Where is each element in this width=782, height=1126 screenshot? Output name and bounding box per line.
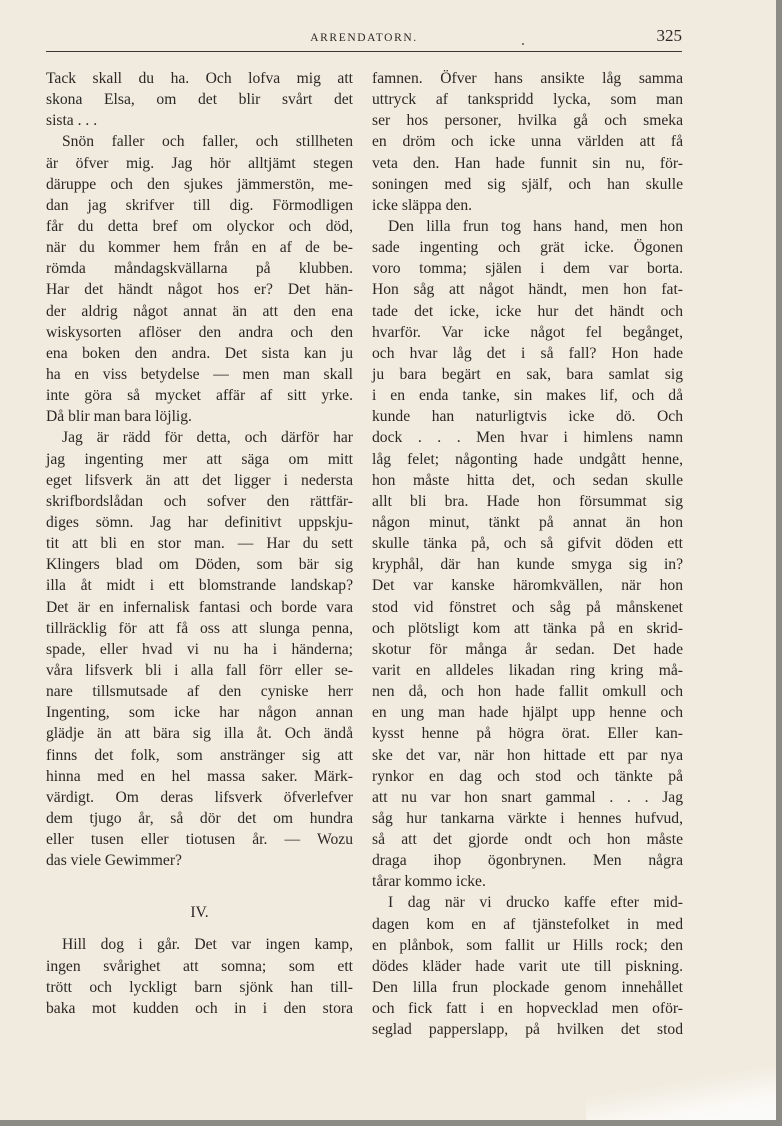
left-column [46, 68, 353, 1019]
right-column [372, 68, 683, 1040]
text-line: får du detta bref om olyckor och död, [46, 217, 353, 235]
header-rule [46, 51, 682, 52]
print-speck [522, 43, 524, 45]
text-line: när du kommer hem från en af de be- [46, 239, 353, 257]
text-line: nen då, och hon hade fallit omkull och [372, 683, 683, 701]
page-corner-fold [586, 1060, 776, 1120]
text-line: eget lifsverk än att det ligger i nedersta [46, 471, 353, 489]
text-line: Då blir man bara löjlig. [46, 408, 192, 426]
text-line: värdigt. Om deras lifsverk öfverlefver [46, 788, 353, 806]
text-line: dagen kom en af tjänstefolket in med [372, 915, 683, 933]
text-line: att nu var hon snart gammal . . . Jag [372, 788, 683, 806]
text-line: I dag när vi drucko kaffe efter mid- [388, 894, 683, 912]
text-line: dödes kläder hade varit ute till piskning. [372, 957, 683, 975]
text-line: der aldrig något annat än att den ena [46, 302, 353, 320]
text-line: dan jag skrifver till dig. Förmodligen [46, 196, 353, 214]
text-line: soningen med sig själf, och han skulle [372, 175, 683, 193]
text-line: das viele Gewimmer? [46, 852, 182, 870]
text-line: glädje än att bära sig illa åt. Och ändå [46, 725, 353, 743]
text-line: dock . . . Men hvar i himlens namn [372, 429, 683, 447]
text-line: rynkor en dag och stod och tänkte på [372, 767, 683, 785]
text-line: sade ingenting och grät icke. Ögonen [372, 239, 683, 257]
text-line: däruppe och den sjukes jämmerstön, me- [46, 175, 353, 193]
text-line: kryphål, där han kunde smyga sig in? [372, 556, 683, 574]
text-line: Tack skall du ha. Och lofva mig att [46, 70, 353, 87]
text-line: skona Elsa, om det blir svårt det [46, 91, 353, 109]
text-line: stod vid fönstret och såg på månskenet [372, 598, 683, 616]
blank-line [46, 871, 353, 892]
text-line: så att det gjorde ondt och hon måste [372, 831, 683, 849]
text-line: sista . . . [46, 112, 98, 130]
text-line: nare tillsmutsade af den cyniske herr [46, 683, 353, 701]
text-line: varit en alldeles likadan ring kring må- [372, 661, 683, 679]
text-line: eller tusen eller tiotusen år. — Wozu [46, 831, 353, 849]
text-line: Snön faller och faller, och stillheten [62, 133, 353, 151]
text-line: och plötsligt kom att tänka på en skrid- [372, 619, 683, 637]
text-line: ena boken den andra. Det sista kan ju [46, 344, 353, 362]
text-line: seglad papperslapp, på hvilken det stod [372, 1021, 683, 1039]
text-line: tårar kommo icke. [372, 873, 486, 891]
text-line: Har det händt något hos er? Det hän- [46, 281, 353, 299]
text-line: och fick fatt i en hopvecklad men oför- [372, 1000, 683, 1018]
text-line: hinna med en hel massa saker. Märk- [46, 767, 353, 785]
text-line: hon måste hitta det, och sedan skulle [372, 471, 683, 489]
text-line: en plånbok, som fallit ur Hills rock; den [372, 936, 683, 954]
text-line: Det är en infernalisk fantasi och borde vara [46, 598, 353, 616]
text-line: någon minut, tänkt på annat än hon [372, 513, 683, 531]
text-line: såg hur tankarna värkte i hennes hufvud, [372, 809, 683, 827]
text-line: kunde han naturligtvis icke dö. Och [372, 408, 683, 426]
text-line: och hvar låg det i så fall? Hon hade [372, 344, 683, 362]
text-line: låg felet; någonting hade undgått henne, [372, 450, 683, 468]
text-line: Hon såg att något händt, men hon fat- [372, 281, 683, 299]
text-line: kysst henne på högra örat. Eller kan- [372, 725, 683, 743]
text-line: voro tomma; själen i dem var borta. [372, 260, 683, 278]
text-line: en dröm och icke unna världen att få [372, 133, 683, 151]
text-line: skotur för många år sedan. Det hade [372, 640, 683, 658]
text-line: tillräcklig för att få oss att slunga penna, [46, 619, 353, 637]
text-line: en ung man hade hjälpt upp henne och [372, 704, 683, 722]
text-line: diges sömn. Jag har definitivt uppskju- [46, 513, 353, 531]
text-line: Den lilla frun plockade genom innehållet [372, 979, 683, 997]
text-line: spade, eller hvad vi nu ha i händerna; [46, 640, 353, 658]
text-line: ju bara begärt en sak, bara samlat sig [372, 365, 683, 383]
text-line: baka mot kudden och in i den stora [46, 999, 353, 1017]
text-line: ser hos personer, hvilka gå och smeka [372, 112, 683, 130]
text-line: Det var kanske häromkvällen, när hon [372, 577, 683, 595]
text-line: inte göra så mycket affär af sitt yrke. [46, 387, 353, 405]
text-line: ske det var, när hon hittade ett par nya [372, 746, 683, 764]
text-line: uttryck af tankspridd lycka, som man [372, 91, 683, 109]
text-line: tade det icke, icke hur det händt och [372, 302, 683, 320]
text-line: draga ihop ögonbrynen. Men några [372, 852, 683, 870]
text-line: ingen svårighet att somna; som ett [46, 957, 353, 975]
text-line: wiskysorten aflöser den andra och den [46, 323, 353, 341]
running-title: ARRENDATORN. [310, 32, 418, 44]
text-line: i en enda tanke, sin makes lif, och då [372, 387, 683, 405]
text-line: Den lilla frun tog hans hand, men hon [388, 217, 683, 235]
section-heading: IV. [190, 904, 209, 922]
text-line: finns det folk, som anstränger sig att [46, 746, 353, 764]
text-line: römda måndagskvällarna på klubben. [46, 260, 353, 278]
text-line: skulle tänka på, och så gifvit döden ett [372, 535, 683, 553]
text-line: Ingenting, som icke har någon annan [46, 704, 353, 722]
text-line: är öfver mig. Jag hör alltjämt stegen [46, 154, 353, 172]
text-line: våra lifsverk bli i alla fall förr eller se- [46, 661, 353, 679]
text-line: dem tjugo år, så dör det om hundra [46, 809, 353, 827]
text-line: jag ingenting mer att säga om mitt [46, 450, 353, 468]
text-line: ha en viss betydelse — men man skall [46, 365, 353, 383]
text-line: veta den. Han hade funnit sin nu, för- [372, 154, 683, 172]
text-line: hvarför. Var icke något fel begånget, [372, 323, 683, 341]
text-line: tit att bli en stor man. — Har du sett [46, 535, 353, 553]
text-line: Klingers blad om Döden, som bär sig [46, 556, 353, 574]
page-number: 325 [656, 26, 682, 45]
text-line: icke släppa den. [372, 196, 473, 214]
text-line: allt bli bra. Hade hon försummat sig [372, 492, 683, 510]
text-line: skrifbordslådan och sofver den rättfär- [46, 492, 353, 510]
text-line: illa åt midt i ett blomstrande landskap? [46, 577, 353, 595]
text-line: Hill dog i går. Det var ingen kamp, [62, 936, 353, 954]
text-line: Jag är rädd för detta, och därför har [62, 429, 353, 447]
text-line: trött och lyckligt barn sjönk han till- [46, 978, 353, 996]
text-line: famnen. Öfver hans ansikte låg samma [372, 70, 683, 87]
